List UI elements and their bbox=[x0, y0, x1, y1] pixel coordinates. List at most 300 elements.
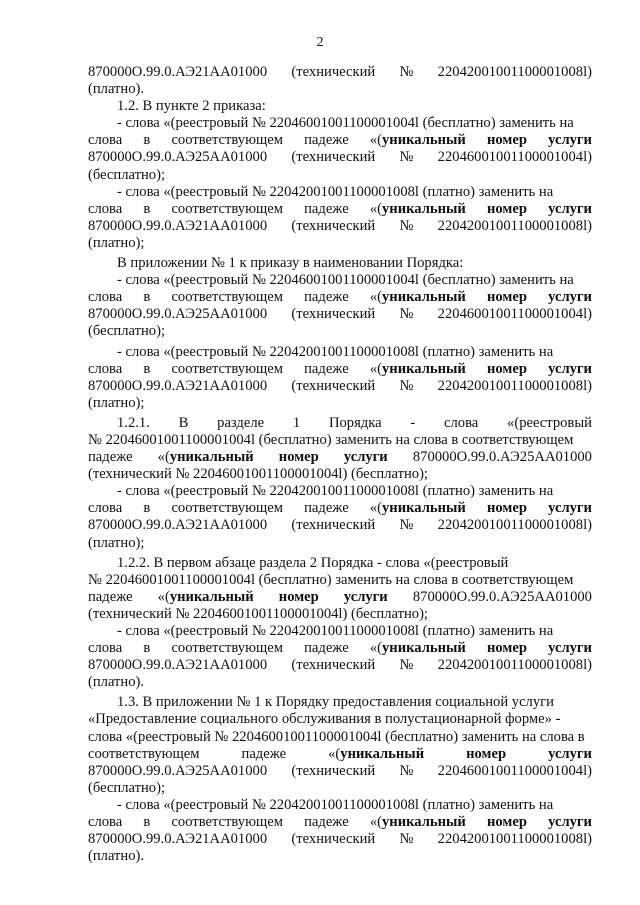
text-word bbox=[158, 589, 254, 606]
text-word: 870000О.99.0.АЭ21АА01000 bbox=[88, 517, 268, 534]
text-word: падеже bbox=[304, 132, 349, 149]
text-word: (бесплатно); bbox=[88, 323, 166, 340]
text-line bbox=[88, 694, 592, 711]
text-line bbox=[88, 589, 592, 606]
text-word bbox=[291, 517, 375, 534]
text-word bbox=[88, 81, 144, 98]
text-word bbox=[438, 218, 592, 235]
text-word bbox=[413, 589, 592, 606]
text-word: «( bbox=[369, 132, 382, 149]
text-word: 22046001001100001004l) bbox=[437, 306, 592, 323]
text-word: (технический № 22046001001100001004l) (бесплатно); bbox=[88, 605, 428, 622]
text-word: (платно). bbox=[88, 81, 145, 98]
text-word bbox=[410, 415, 415, 432]
text-line bbox=[88, 184, 592, 201]
text-word bbox=[487, 132, 527, 149]
text-word bbox=[399, 378, 413, 395]
text-word: слова bbox=[444, 414, 479, 431]
text-word: (бесплатно); bbox=[88, 166, 166, 183]
bold-term: уникальный bbox=[382, 289, 466, 306]
text-word bbox=[487, 361, 527, 378]
text-word: (технический bbox=[291, 517, 376, 534]
bold-term: уникальный bbox=[169, 449, 254, 466]
text-word: 870000О.99.0.АЭ25АА01000 bbox=[412, 449, 592, 466]
bold-term: номер bbox=[487, 640, 527, 657]
text-word: № bbox=[399, 217, 414, 234]
text-word: в bbox=[143, 132, 151, 149]
text-word: № bbox=[399, 306, 414, 323]
text-line bbox=[88, 98, 592, 115]
bold-term: услуги bbox=[548, 289, 592, 306]
text-word bbox=[548, 132, 592, 149]
text-word: слова bbox=[88, 500, 123, 517]
text-word: 1.2. В пункте 2 приказа: bbox=[117, 98, 266, 115]
text-line bbox=[88, 780, 592, 797]
text-word bbox=[117, 344, 553, 361]
text-line bbox=[88, 848, 592, 865]
text-word: № bbox=[399, 517, 414, 534]
text-word: падеже bbox=[304, 200, 349, 217]
text-word bbox=[279, 589, 319, 606]
text-word: 870000О.99.0.АЭ21АА01000 bbox=[88, 64, 268, 80]
text-line bbox=[88, 323, 592, 340]
text-line bbox=[88, 395, 592, 412]
text-word: (платно); bbox=[88, 534, 145, 551]
text-word: (технический bbox=[291, 306, 376, 323]
text-word: «( bbox=[369, 814, 382, 831]
text-word bbox=[88, 711, 560, 728]
bold-term: услуги bbox=[548, 640, 592, 657]
text-word bbox=[304, 132, 349, 149]
text-word bbox=[88, 674, 144, 691]
text-word bbox=[487, 500, 527, 517]
text-word bbox=[438, 306, 592, 323]
text-word: № bbox=[399, 149, 414, 166]
text-word: - слова «(реестровый № 22042001001100001008l (платно) заменить на bbox=[117, 483, 554, 500]
text-word: - слова «(реестровый № 22042001001100001008l (платно) заменить на bbox=[117, 623, 554, 639]
text-word: - bbox=[410, 414, 416, 431]
text-word: № bbox=[399, 762, 414, 779]
text-line bbox=[88, 674, 592, 691]
text-word bbox=[438, 149, 592, 166]
text-word bbox=[88, 395, 144, 412]
text-line bbox=[88, 606, 592, 623]
text-word bbox=[88, 535, 144, 552]
text-word: падеже bbox=[304, 289, 349, 306]
text-word bbox=[548, 500, 592, 517]
text-word: 22046001001100001004l) bbox=[437, 149, 592, 166]
text-word bbox=[548, 814, 592, 831]
text-word bbox=[487, 640, 527, 657]
text-word bbox=[291, 378, 375, 395]
text-word: - слова «(реестровый № 22042001001100001008l (платно) заменить на bbox=[117, 796, 554, 813]
text-word bbox=[88, 780, 165, 797]
text-word bbox=[438, 831, 592, 848]
text-word: - слова «(реестровый № 22042001001100001008l (платно) заменить на bbox=[117, 183, 554, 200]
text-word bbox=[344, 449, 388, 466]
text-word bbox=[88, 306, 267, 323]
text-word: 1.3. В приложении № 1 к Порядку предоставления социальной услуги bbox=[117, 694, 554, 711]
text-word bbox=[291, 306, 375, 323]
text-word bbox=[171, 201, 283, 218]
text-word: № bbox=[399, 831, 414, 848]
text-word: в bbox=[143, 200, 151, 217]
text-word: «(реестровый bbox=[507, 414, 592, 431]
bold-term: номер bbox=[487, 289, 527, 306]
text-word bbox=[548, 746, 592, 763]
bold-term: уникальный bbox=[169, 588, 254, 605]
text-line bbox=[88, 218, 592, 235]
text-word bbox=[438, 657, 592, 674]
text-word: «Предоставление социального обслуживания в полустационарной форме» - bbox=[88, 711, 561, 728]
text-line bbox=[88, 711, 592, 728]
text-word bbox=[548, 201, 592, 218]
text-word: «( bbox=[157, 449, 170, 466]
text-word: падеже bbox=[304, 640, 349, 657]
text-word: слова bbox=[88, 360, 123, 377]
text-word bbox=[291, 831, 375, 848]
bold-term: номер bbox=[487, 814, 527, 831]
text-line bbox=[88, 132, 592, 149]
bold-term: уникальный bbox=[382, 360, 466, 377]
text-line bbox=[88, 466, 592, 483]
text-word bbox=[399, 763, 413, 780]
text-word: - слова «(реестровый № 22046001001100001004l (бесплатно) заменить на bbox=[117, 115, 574, 132]
bold-term: уникальный bbox=[382, 500, 466, 517]
text-word: слова «(реестровый № 22046001001100001004l (бесплатно) заменить на слова в bbox=[88, 728, 585, 745]
text-word: 870000О.99.0.АЭ25АА01000 bbox=[88, 306, 268, 323]
text-word bbox=[438, 763, 592, 780]
text-line bbox=[88, 272, 592, 289]
bold-term: уникальный bbox=[382, 132, 466, 149]
text-line bbox=[88, 149, 592, 166]
text-word bbox=[291, 657, 375, 674]
text-word: слова bbox=[88, 132, 123, 149]
text-word bbox=[370, 289, 466, 306]
text-word bbox=[88, 449, 133, 466]
text-word: В приложении № 1 к приказу в наименовании Порядка: bbox=[117, 255, 464, 272]
text-word: 1.2.2. В первом абзаце раздела 2 Порядка - слова «(реестровый bbox=[117, 554, 509, 571]
text-word bbox=[217, 415, 264, 432]
text-word: 22042001001100001008l) bbox=[437, 517, 592, 534]
text-word bbox=[88, 64, 267, 81]
text-word: № bbox=[399, 64, 414, 80]
text-word bbox=[88, 289, 122, 306]
text-word: 1 bbox=[292, 414, 301, 431]
text-word: № 22046001001100001004l (бесплатно) заменить на слова в соответствующем bbox=[88, 571, 574, 588]
text-word bbox=[88, 729, 585, 746]
text-word: (технический bbox=[291, 762, 376, 779]
bold-term: номер bbox=[278, 449, 319, 466]
text-word bbox=[304, 500, 349, 517]
text-word bbox=[88, 500, 122, 517]
text-word bbox=[88, 218, 267, 235]
bold-term: уникальный bbox=[382, 200, 466, 217]
text-word bbox=[88, 466, 428, 483]
text-word bbox=[88, 167, 165, 184]
text-word: 870000О.99.0.АЭ21АА01000 bbox=[88, 217, 268, 234]
text-line bbox=[88, 378, 592, 395]
text-line bbox=[88, 64, 592, 81]
text-word bbox=[370, 361, 466, 378]
text-word bbox=[328, 746, 424, 763]
text-word: соответствующем bbox=[171, 500, 283, 517]
text-word bbox=[291, 218, 375, 235]
text-word bbox=[117, 555, 508, 572]
text-line bbox=[88, 306, 592, 323]
text-line bbox=[88, 814, 592, 831]
text-line bbox=[88, 657, 592, 674]
text-word: соответствующем bbox=[88, 745, 200, 762]
text-word: В bbox=[178, 414, 189, 431]
text-word bbox=[399, 517, 413, 534]
text-word: соответствующем bbox=[171, 200, 283, 217]
text-word bbox=[171, 361, 283, 378]
text-word bbox=[143, 814, 150, 831]
text-line bbox=[88, 201, 592, 218]
bold-term: услуги bbox=[548, 200, 592, 217]
text-word: (платно). bbox=[88, 848, 145, 865]
text-word bbox=[88, 201, 122, 218]
text-line bbox=[88, 729, 592, 746]
bold-term: услуги bbox=[548, 360, 592, 377]
text-word bbox=[88, 763, 267, 780]
text-word: падеже bbox=[304, 360, 349, 377]
text-word: падеже bbox=[241, 745, 287, 762]
bold-term: услуги bbox=[548, 814, 592, 831]
text-word bbox=[370, 201, 466, 218]
text-word bbox=[291, 64, 375, 81]
bold-term: номер bbox=[487, 500, 527, 517]
text-word: (технический bbox=[291, 217, 376, 234]
text-line bbox=[88, 640, 592, 657]
text-word bbox=[399, 64, 413, 81]
text-line bbox=[88, 344, 592, 361]
document-body bbox=[88, 64, 592, 865]
text-word bbox=[88, 432, 573, 449]
text-word: 870000О.99.0.АЭ21АА01000 bbox=[88, 377, 268, 394]
text-word bbox=[88, 323, 165, 340]
text-word bbox=[242, 746, 287, 763]
text-word bbox=[291, 763, 375, 780]
text-word bbox=[117, 483, 553, 500]
bold-term: номер bbox=[466, 745, 507, 762]
text-line bbox=[88, 167, 592, 184]
text-word: (технический bbox=[291, 377, 376, 394]
text-line bbox=[88, 361, 592, 378]
text-word bbox=[143, 289, 150, 306]
text-word: 22042001001100001008l) bbox=[437, 217, 592, 234]
text-line bbox=[88, 415, 592, 432]
text-word: - слова «(реестровый № 22042001001100001008l (платно) заменить на bbox=[117, 343, 554, 360]
text-word bbox=[117, 115, 574, 132]
text-word bbox=[143, 132, 150, 149]
bold-term: услуги bbox=[343, 588, 388, 605]
text-word bbox=[88, 378, 267, 395]
text-word: (технический bbox=[291, 657, 376, 674]
text-line bbox=[88, 831, 592, 848]
text-line bbox=[88, 555, 592, 572]
text-word: 1.2.1. bbox=[117, 414, 150, 431]
text-line bbox=[88, 432, 592, 449]
text-word bbox=[399, 218, 413, 235]
text-line bbox=[88, 115, 592, 132]
text-word bbox=[158, 449, 254, 466]
text-word bbox=[88, 517, 267, 534]
text-word bbox=[88, 831, 267, 848]
text-word: соответствующем bbox=[171, 814, 283, 831]
text-word: в bbox=[143, 360, 151, 377]
text-word bbox=[143, 361, 150, 378]
text-word bbox=[117, 98, 266, 115]
text-word bbox=[548, 640, 592, 657]
text-word bbox=[279, 449, 319, 466]
text-word: «( bbox=[328, 745, 341, 762]
bold-term: уникальный bbox=[382, 640, 466, 657]
text-word bbox=[117, 797, 553, 814]
text-word: 22042001001100001008l) bbox=[437, 657, 592, 674]
text-word: падеже bbox=[88, 588, 133, 605]
text-line bbox=[88, 289, 592, 306]
text-word: падеже bbox=[304, 500, 349, 517]
text-word bbox=[171, 289, 283, 306]
text-word bbox=[143, 500, 150, 517]
text-word bbox=[370, 500, 466, 517]
text-word bbox=[143, 201, 150, 218]
text-word: Порядка bbox=[328, 414, 382, 431]
text-word: 22046001001100001004l) bbox=[437, 762, 592, 779]
text-word: «( bbox=[369, 360, 382, 377]
text-word bbox=[438, 517, 592, 534]
text-word bbox=[487, 814, 527, 831]
text-word: падеже bbox=[88, 449, 133, 466]
text-word: слова bbox=[88, 289, 123, 306]
bold-term: номер bbox=[487, 132, 527, 149]
bold-term: услуги bbox=[548, 132, 592, 149]
text-word: соответствующем bbox=[171, 289, 283, 306]
text-word bbox=[304, 201, 349, 218]
text-word bbox=[304, 640, 349, 657]
text-word bbox=[171, 500, 283, 517]
text-word bbox=[117, 694, 554, 711]
bold-term: уникальный bbox=[382, 814, 466, 831]
text-word: (технический № 22046001001100001004l) (бесплатно); bbox=[88, 466, 428, 483]
text-line bbox=[88, 500, 592, 517]
text-word bbox=[304, 289, 349, 306]
text-word bbox=[117, 272, 574, 289]
text-word bbox=[399, 657, 413, 674]
text-word bbox=[117, 415, 150, 432]
text-word bbox=[179, 415, 189, 432]
text-word: (платно); bbox=[88, 394, 145, 411]
text-word bbox=[88, 361, 122, 378]
text-word: (платно); bbox=[88, 234, 145, 251]
text-line bbox=[88, 535, 592, 552]
text-word: слова bbox=[88, 200, 123, 217]
text-word bbox=[370, 814, 466, 831]
text-word: № 22046001001100001004l (бесплатно) заменить на слова в соответствующем bbox=[88, 431, 574, 448]
text-word: соответствующем bbox=[171, 360, 283, 377]
text-word: (технический bbox=[291, 831, 376, 848]
text-word bbox=[304, 814, 349, 831]
text-word bbox=[399, 831, 413, 848]
text-word bbox=[293, 415, 300, 432]
text-word bbox=[143, 640, 150, 657]
text-word: соответствующем bbox=[171, 640, 283, 657]
text-word bbox=[88, 814, 122, 831]
text-word: 870000О.99.0.АЭ25АА01000 bbox=[88, 762, 268, 779]
text-word: № bbox=[399, 377, 414, 394]
text-line bbox=[88, 746, 592, 763]
text-word bbox=[548, 289, 592, 306]
bold-term: услуги bbox=[548, 500, 592, 517]
text-word bbox=[399, 306, 413, 323]
text-line bbox=[88, 81, 592, 98]
text-word: № bbox=[399, 657, 414, 674]
text-line bbox=[88, 255, 592, 272]
text-word bbox=[88, 640, 122, 657]
text-word bbox=[88, 149, 267, 166]
text-word: 22042001001100001008l) bbox=[437, 377, 592, 394]
text-word bbox=[88, 589, 133, 606]
text-word bbox=[291, 149, 375, 166]
text-word bbox=[88, 235, 144, 252]
text-word: 870000О.99.0.АЭ21АА01000 bbox=[88, 831, 268, 848]
text-word bbox=[117, 623, 553, 640]
text-word: в bbox=[143, 500, 151, 517]
text-word bbox=[88, 746, 200, 763]
text-word: - слова «(реестровый № 22046001001100001004l (бесплатно) заменить на bbox=[117, 272, 574, 289]
text-word: в bbox=[143, 640, 151, 657]
text-word bbox=[487, 289, 527, 306]
text-word: «( bbox=[369, 289, 382, 306]
text-word bbox=[171, 814, 283, 831]
text-word bbox=[370, 132, 466, 149]
text-word bbox=[344, 589, 388, 606]
text-word bbox=[171, 132, 283, 149]
text-word bbox=[117, 184, 553, 201]
text-line bbox=[88, 797, 592, 814]
text-word: (платно). bbox=[88, 674, 145, 691]
bold-term: номер bbox=[487, 360, 527, 377]
text-word: в bbox=[143, 289, 151, 306]
text-word bbox=[548, 361, 592, 378]
text-word bbox=[438, 64, 592, 81]
text-word: 22042001001100001008l) bbox=[437, 831, 592, 848]
bold-term: номер bbox=[487, 200, 527, 217]
text-word: (технический bbox=[291, 64, 376, 80]
page-number: 2 bbox=[316, 35, 324, 50]
text-word bbox=[88, 848, 144, 865]
text-word: 870000О.99.0.АЭ21АА01000 bbox=[88, 657, 268, 674]
text-line bbox=[88, 449, 592, 466]
text-word bbox=[329, 415, 382, 432]
text-word bbox=[370, 640, 466, 657]
text-word bbox=[487, 201, 527, 218]
text-line bbox=[88, 763, 592, 780]
text-word: «( bbox=[157, 588, 170, 605]
text-line bbox=[88, 235, 592, 252]
text-word bbox=[304, 361, 349, 378]
text-word: 870000О.99.0.АЭ25АА01000 bbox=[412, 588, 592, 605]
text-word bbox=[117, 255, 463, 272]
text-word bbox=[438, 378, 592, 395]
text-word bbox=[466, 746, 506, 763]
text-word: в bbox=[143, 814, 151, 831]
bold-term: услуги bbox=[548, 745, 592, 762]
bold-term: уникальный bbox=[340, 745, 425, 762]
text-word bbox=[171, 640, 283, 657]
